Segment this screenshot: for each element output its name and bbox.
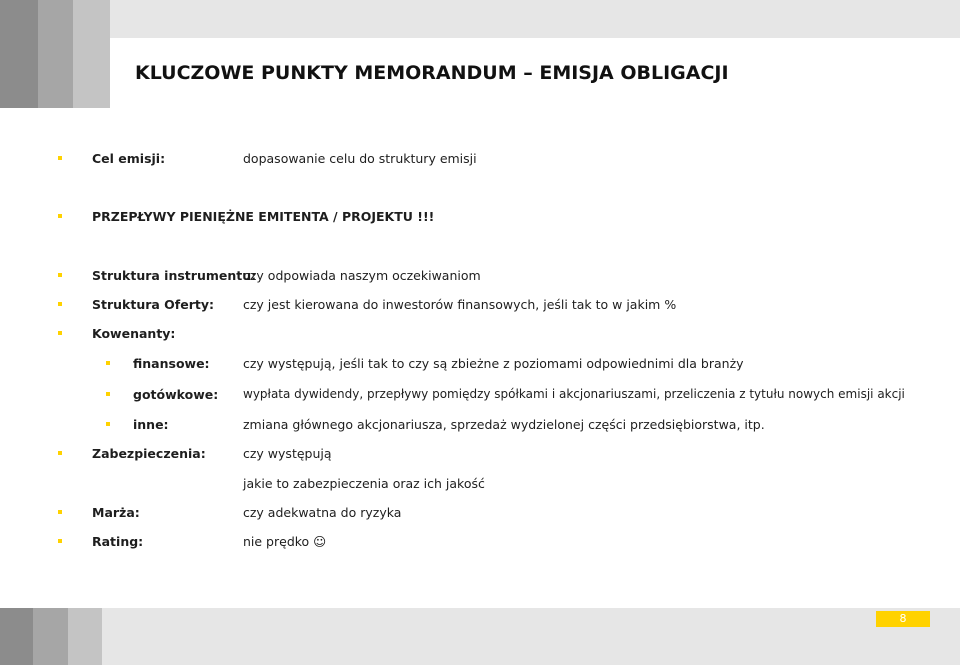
item-label: Zabezpieczenia: xyxy=(92,446,206,461)
subitem-label: finansowe: xyxy=(133,356,210,371)
top-strip-light xyxy=(73,0,110,108)
top-strip-dark xyxy=(0,0,38,108)
item-label: Marża: xyxy=(92,505,140,520)
subitem-label: inne: xyxy=(133,417,169,432)
item-value: czy jest kierowana do inwestorów finansowych, jeśli tak to w jakim % xyxy=(243,297,677,312)
bullet-icon xyxy=(58,510,62,514)
subitem-value: zmiana głównego akcjonariusza, sprzedaż wydzielonej części przedsiębiorstwa, itp. xyxy=(243,417,765,432)
item-label: Struktura instrumentu: xyxy=(92,268,257,283)
bottom-strip-light xyxy=(68,608,102,665)
bullet-icon xyxy=(106,392,110,396)
subitem-label: gotówkowe: xyxy=(133,387,219,402)
top-strip-pale xyxy=(110,0,960,108)
bullet-icon xyxy=(106,361,110,365)
bullet-icon xyxy=(58,451,62,455)
top-strip-mid xyxy=(38,0,73,108)
item-value: nie prędko ☺ xyxy=(243,534,327,549)
item-label: Struktura Oferty: xyxy=(92,297,215,312)
item-value: dopasowanie celu do struktury emisji xyxy=(243,151,477,166)
bullet-icon xyxy=(106,422,110,426)
subitem-value: wypłata dywidendy, przepływy pomiędzy spółkami i akcjonariuszami, przeliczenia z tytułu nowych emisji akcji xyxy=(243,387,905,401)
bullet-icon xyxy=(58,539,62,543)
bottom-strip-pale xyxy=(102,608,960,665)
page-number: 8 xyxy=(876,611,930,627)
item-value: jakie to zabezpieczenia oraz ich jakość xyxy=(243,476,485,491)
item-label: PRZEPŁYWY PIENIĘŻNE EMITENTA / PROJEKTU !!! xyxy=(92,209,435,224)
subitem-value: czy występują, jeśli tak to czy są zbieżne z poziomami odpowiednimi dla branży xyxy=(243,356,744,371)
item-label: Kowenanty: xyxy=(92,326,176,341)
bullet-icon xyxy=(58,214,62,218)
bottom-strip-dark xyxy=(0,608,33,665)
bullet-icon xyxy=(58,331,62,335)
item-label: Cel emisji: xyxy=(92,151,166,166)
item-value: czy adekwatna do ryzyka xyxy=(243,505,402,520)
page-title: KLUCZOWE PUNKTY MEMORANDUM – EMISJA OBLIGACJI xyxy=(135,62,729,84)
item-label: Rating: xyxy=(92,534,144,549)
item-value: czy odpowiada naszym oczekiwaniom xyxy=(243,268,481,283)
bullet-icon xyxy=(58,302,62,306)
bullet-icon xyxy=(58,156,62,160)
bottom-strip-mid xyxy=(33,608,68,665)
bullet-icon xyxy=(58,273,62,277)
item-value: czy występują xyxy=(243,446,332,461)
